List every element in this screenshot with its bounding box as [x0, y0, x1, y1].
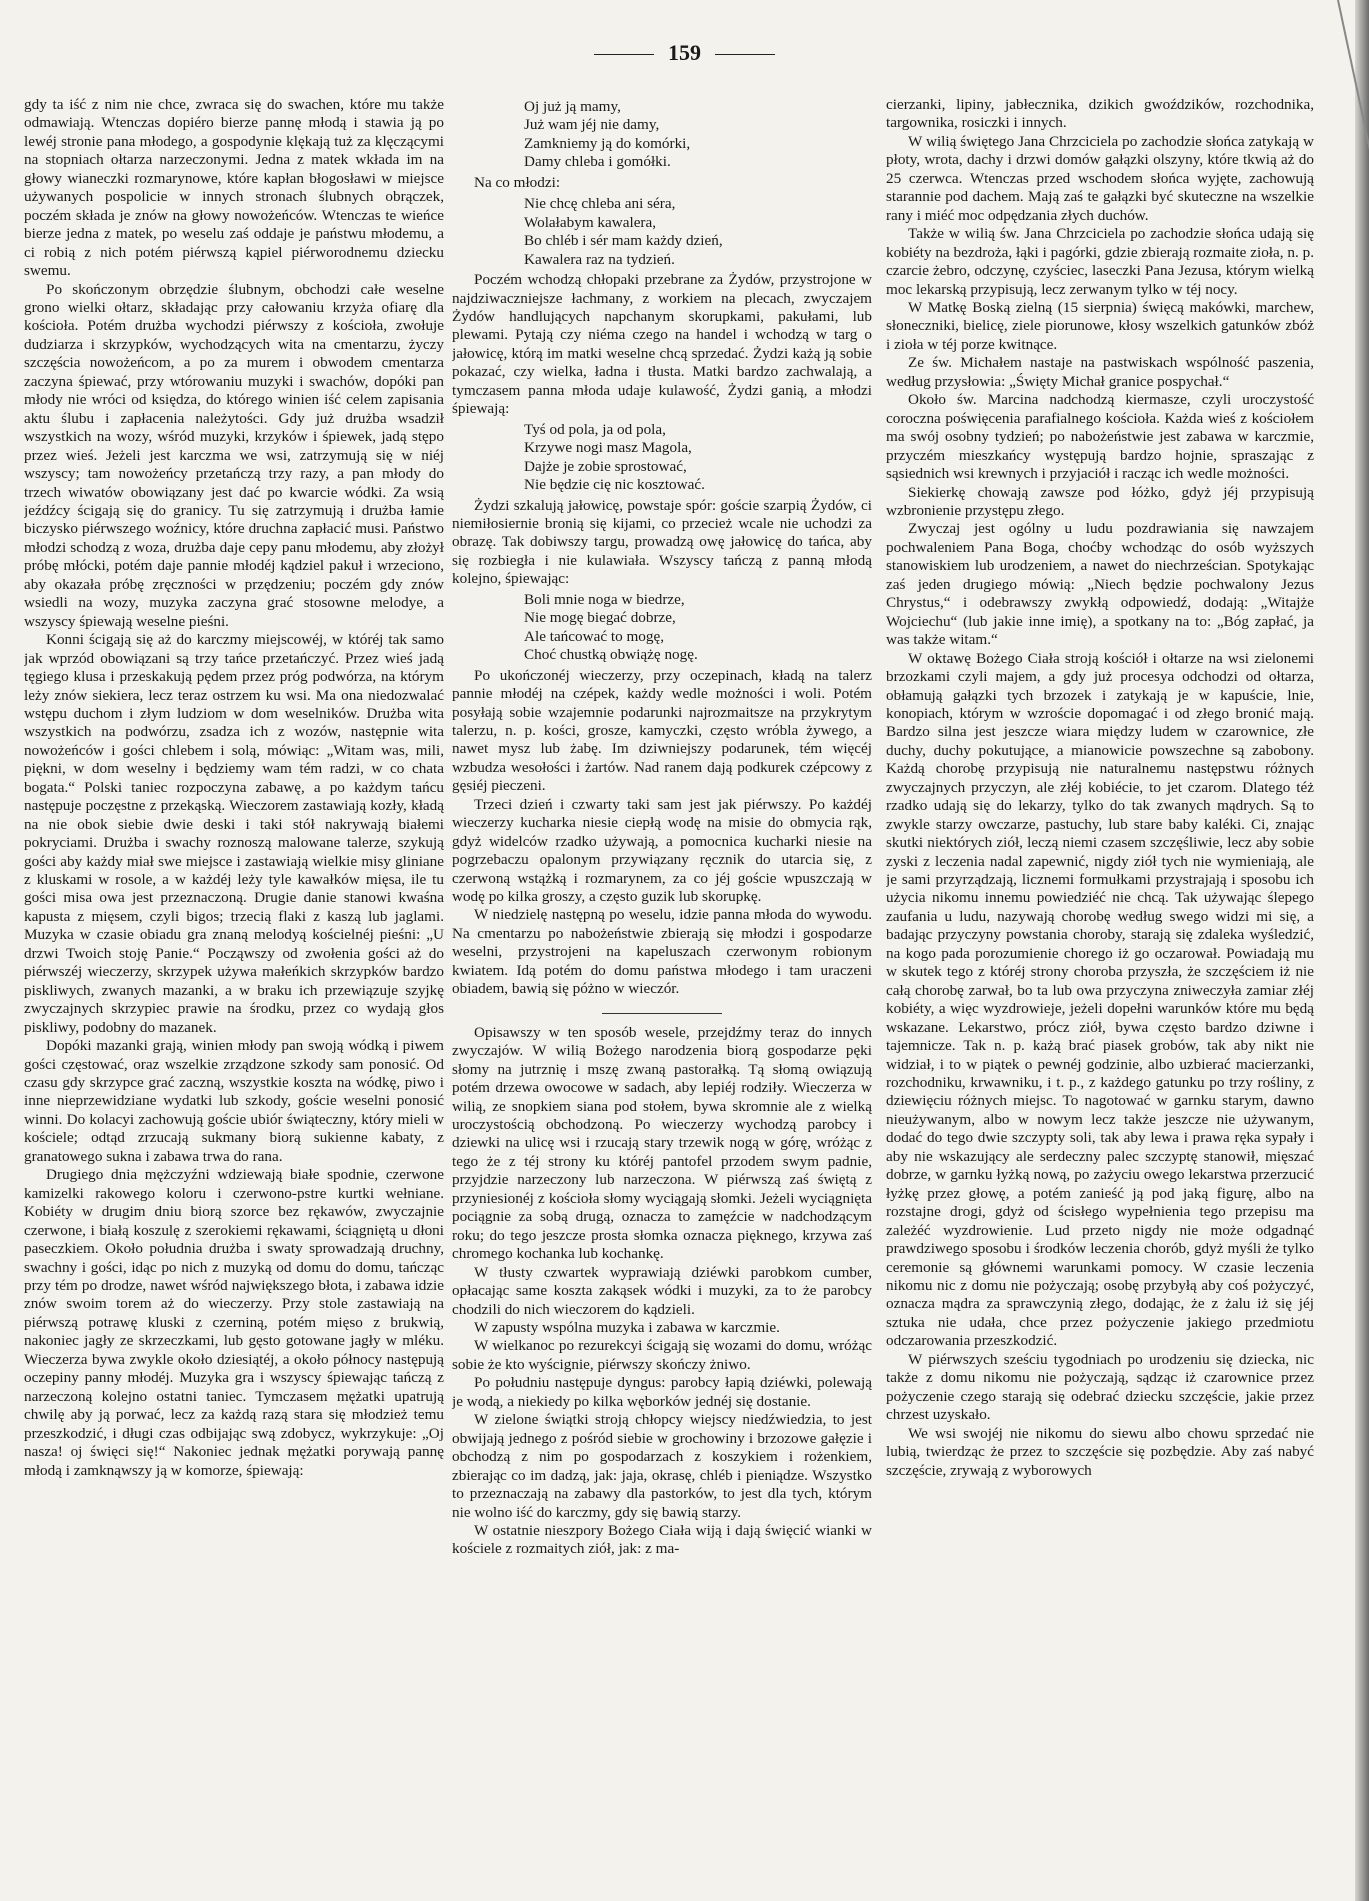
verse-line: Tyś od pola, ja od pola, [524, 420, 666, 438]
poem-verse [524, 591, 872, 665]
verse-line: Choć chustką obwiążę nogę. [524, 646, 698, 664]
paragraph: W piérwszych sześciu tygodniach po urodzeniu się dziecka, nic także z domu nikomu nie pożyczają, sądząc iż czarownice przez pożyczenie czego starają się odebrać dziecku szczęście, jakie przez chrzest uzyskało. [886, 1350, 1314, 1424]
page-header [0, 40, 1369, 66]
paragraph: Siekierkę chowają zawsze pod łóżko, gdyż jéj przypisują wzbronienie przystępu złego. [886, 483, 1314, 519]
verse-line: Wolałabym kawalera, [524, 213, 657, 231]
text-column-2 [452, 96, 872, 1886]
paragraph: Dopóki mazanki grają, winien młody pan swoją wódką i piwem gości częstować, oraz wszelkie zrządzone szkody sam ponosić. Od czasu gdy skrzypce grać zaczną, wszystkie koszta na wódkę, piwo i inne nieprzewidziane wydatki lub szkody, goście weselni ponosić winni. Do kolacyi zachowują goście ubiór świąteczny, który mieli w kościele; odtąd zrzucają sukmany biorą sukienne kabaty, z granatowego sukna i zabawa trwa do rana. [24, 1037, 444, 1165]
verse-line: Oj już ją mamy, [524, 98, 621, 115]
paragraph: W zielone świątki stroją chłopcy wiejscy niedźwiedzia, to jest obwijają jednego z pośród siebie w grochowiny i brzozowe gałęzie i obchodzą z nim po gospodarzach z koszykiem i rożenkiem, zbierając co im dadzą, jak: jaja, okrasę, chléb i pieniądze. Wszystko to przeznaczają na zabawy dla pastorków, to jest dla tych, którym nie wolno iść do karczmy, gdy się bawią starzy. [452, 1411, 872, 1521]
verse-line: Dajże je zobie sprostować, [524, 457, 687, 475]
paragraph: We wsi swojéj nie nikomu do siewu albo chowu sprzedać nie lubią, twierdząc że przez to szczęście się pozbędzie. Aby zaś nabyć szczęście, zrywają z wyborowych [886, 1424, 1314, 1479]
paragraph: W tłusty czwartek wyprawiają dziéwki parobkom cumber, opłacając same koszta zakąsek wódki i muzyki, za to że parobcy chodzili do nich wieczorem do kądzieli. [452, 1263, 872, 1318]
section-divider [602, 1013, 722, 1014]
verse-intro: Na co młodzi: [474, 173, 561, 191]
verse-line: Nie będzie cię nic kosztować. [524, 476, 705, 494]
poem-verse [524, 421, 872, 495]
poem-verse [524, 98, 872, 172]
verse-line: Boli mnie noga w biedrze, [524, 590, 685, 608]
verse-line: Damy chleba i gomółki. [524, 153, 671, 171]
paragraph: W wilią świętego Jana Chrzciciela po zachodzie słońca zatykają w płoty, wrota, dachy i drzwi domów gałązki olszyny, które tkwią aż do 25 czerwca. Wtenczas przed wschodem słońca wyjęte, zachowują starannie pod dachem. Mają zaś te gałązki być skuteczne na wszelkie rany i miéć moc odpędzania złych duchów. [886, 132, 1314, 224]
verse-line: Nie chcę chleba ani séra, [524, 195, 676, 213]
paragraph: Żydzi szkalują jałowicę, powstaje spór: goście szarpią Żydów, ci niemiłosiernie bronią się kijami, co przecież wcale nie uchodzi za obrazę. Tak dobiwszy targu, prowadzą owę jałowicę do tańca, aby się rozbiegła i nie kulawiała. Wszyscy tańczą z panną młodą kolejno, śpiewając: [452, 496, 872, 588]
text-column-3 [886, 96, 1314, 1886]
paragraph: W zapusty wspólna muzyka i zabawa w karczmie. [474, 1319, 780, 1336]
verse-line: Ale tańcować to mogę, [524, 627, 665, 645]
verse-line: Już wam jéj nie damy, [524, 116, 660, 134]
paragraph: W oktawę Bożego Ciała stroją kościół i ołtarze na wsi zielonemi brzozkami czyli majem, a gdy już procesya odchodzi od ołtarza, obłamują gałązki tych brzozek i zatykają je w kapuście, lnie, konopiach, którym w wzroście dopomagać i od złego bronić mają. Bardzo silna jest jeszcze wiara między ludem w czarownice, złe duchy, duchy pokutujące, a mianowicie powszechne są zabobony. Każdą chorobę przypisują nie naturalnemu następstwu różnych zwyczajnych przyczyn, ale złéj kobiécie, to jet czarom. Dlatego téż rzadko udają się do lekarzy, tylko do tak zwanych mądrych. Są to zwykle starzy owczarze, pastuchy, lub stare baby kaléki. Ci, znając skutki niektórych ziół, leczą niemi czasem szczęśliwie, lecz aby sobie zyski z leczenia nadal zapewnić, nigdy ziół tych nie wymieniają, ale je sami przyrządzają, licznemi formułkami przystrajają i sposobu ich użycia nikomu innemu powiedziéć nie chcą. Tak używając ślepego zaufania u ludu, nazywają chorobę według swego widzi mi się, a badając przyczyny powstania choroby, starają się zdaleka wyśledzić, na kogo pada porozumienie chorego iż go oczarował. Powiadają mu w skutek tego z któréj strony choroba przyszła, że szczęściem iż nie całą chorobę zarwał, bo ta lub owa przyczyna zniweczyła zamiar złéj kobiéty, a więc wyzdrowieje, jeżeli dopełni warunków które mu będą wskazane. Lekarstwo, prócz ziół, bywa często bardzo dziwne i tajemnicze. Tak n. p. każą brać piasek grobów, tak aby nikt nie widział, i to w piątek o pewnéj godzinie, albo uzbierać macierzanki, rozchodniku, krwawniku, i t. p., z każdego gatunku po trzy rośliny, z dziewięciu różnych miejsc. To nagotować w garnku starym, dawno nieużywanym, albo w nowym lecz także jeszcze nie używanym, dodać do tego dwie szczypty soli, tak aby lewa i prawa ręka sypały i aby nie wskazujący ale serdeczny palec szczyptę stanowił, mięszać dobrze, w garnku łyżką nową, po zażyciu owego lekarstwa przerzucić łyżkę przez głowę, a potém zanieść ją pod jaką figurę, albo na rozstajne drogi, gdyż od ścisłego wypełnienia tego przepisu ma zależéć wyzdrowienie. Lud przeto nigdy nie może odgadnąć prawdziwego sposobu i środków leczenia chorób, gdyż myśli że tylko ceremonie są głównemi warunkami pomocy. W czasie leczenia nikomu nic z domu nie pożyczają; osobę przybyłą aby coś pożyczyć, oznacza mądra za sprawczynią złego, dodając, że z żalu iż się jéj sztuka nie udała, chce przez pożyczenie jakiego przedmiotu odczarowania przeszkodzić. [886, 649, 1314, 1350]
paragraph: Konni ścigają się aż do karczmy miejscowéj, w któréj tak samo jak wprzód obowiązani są trzy tańce przetańczyć. Przez wieś jadą tęgiego klusa i przeskakują pędem przez próg podwórza, na którym leży znów siekiera, lecz teraz ostrzem ku wsi. Ma ona niedozwalać wstępu duchom i złym ludziom w dom weselników. Drużba wita wszystkich na podwórzu, zsadza ich z wozów, następnie wita nowożeńców i gości chlebem i solą, mówiąc: „Witam was, mili, piękni, w dom weselny i będziemy wam tém radzi, w co chata bogata.“ Polski taniec rozpoczyna zabawę, a po każdym tańcu następuje poczęstne z przekąską. Wieczorem zastawiają kozły, kładą na nie obok siebie dwie deski i taki stół nakrywają białemi pokryciami. Drużba i swachy roznoszą malowane talerze, szykują gości aby każdy miał swe miejsce i zastawiają wielkie misy gliniane z kluskami w rosole, a w każdéj leży tyle kawałków mięsa, ile tu gości misa owa jest przeznaczoną. Drugie danie stanowi kwaśna kapusta z mięsem, czyli bigos; trzecią flaki z kaszą lub jaglami. Muzyka w czasie obiadu gra znaną melodyą kościelnéj pieśni: „U drzwi Twoich stoję Panie.“ Począwszy od zwołenia gości aż do piérwszéj wieczerzy, skrzypek używa małeńkich skrzypków bardzo piskliwych, zwanych mazanki, a w braku ich przewiązuje szyjkę zwyczajnych skrzypiec prawie na środku, przez co wydają głos piskliwy, podobny do mazanek. [24, 631, 444, 1036]
paragraph: W Matkę Boską zielną (15 sierpnia) święcą makówki, marchew, słoneczniki, bielicę, ziele piorunowe, kłosy wszelkich gatunków zbóż i zioła w téj porze kwitnące. [886, 298, 1314, 353]
text-column-1 [24, 96, 444, 1886]
paragraph: gdy ta iść z nim nie chce, zwraca się do swachen, które mu także odmawiają. Wtenczas dopiéro bierze pannę młodą i stawia ją po lewéj stronie pana młodego, a gospodynie klękają tuż za klęczącymi na stopniach ołtarza narzeczonymi. Jedna z matek wkłada im na głowy wianeczki rozmarynowe, które kapłan błogosławi w miejsce używanych pospolicie w innych stronach ślubnych obrączek, poczém składa je znów na głowy nowożeńców. Wtenczas te wieńce bierze jedna z matek, po weselu zaś oddaje je państwu młodemu, a ci robią z nich potém piérwszą kąpiel piérworodnemu dziecku swemu. [24, 96, 444, 280]
verse-line: Krzywe nogi masz Magola, [524, 439, 692, 457]
verse-line: Zamkniemy ją do komórki, [524, 134, 691, 152]
paragraph: Około św. Marcina nadchodzą kiermasze, czyli uroczystość coroczna poświęcenia parafialnego kościoła. Każda wieś z kościołem ma swój osobny tydzień; po nabożeństwie jest zabawa w karczmie, przyczém mieszkańcy występują bardzo hojnie, spraszając z sąsiednich wsi krewnych i przyjaciół i racząc ich wedle możności. [886, 391, 1314, 483]
paragraph: Po skończonym obrzędzie ślubnym, obchodzi całe weselne grono wielki ołtarz, składając przy całowaniu krzyża ofiarę dla kościoła. Potém drużba wychodzi piérwszy z kościoła, zwołuje dudziarza i skrzypków, wychodzących wita na cmentarzu, życzy szczęścia nowożeńcom, a po za murem i obwodem cmentarza zaczyna śpiewać, przy wtórowaniu muzyki i swachów, dopóki pan młody nie wróci od księdza, do którego winien iść celem zapisania aktu ślubu i zapłacenia należytości. Gdy już drużba wsadził wszystkich na wozy, wśród muzyki, krzyków i śpiewek, jadą stępo przez wieś. Jeżeli jest karczma we wsi, zatrzymują się w niéj wszyscy; tam nowożeńcy przetańczą trzy razy, a pan młody do trzech wiwatów obowiązany jest dać po kwarcie wódki. Za wsią jeźdźcy ścigają się do granicy. Tu się zatrzymują i drużba łamie biczysko piérwszego woźnicy, które druchna zapłacić musi. Państwo młodzi schodzą z woza, drużba daje cepy panu młodemu, aby złożył próbę młócki, potém daje pannie młodéj kądziel pakuł i wrzeciono, aby okazała próbę zręczności w przędzeniu; poczém gdy znów wsiedli na wozy, muzyka zaczyna grać stosowne melodye, a wszyscy śpiewają weselne pieśni. [24, 280, 444, 630]
paragraph: Trzeci dzień i czwarty taki sam jest jak piérwszy. Po każdéj wieczerzy kucharka niesie ciepłą wodę na misie do obmycia rąk, gdyż widelców rzadko używają, a pomocnica kucharki niesie na pogrzebaczu opalonym przywiązany ręcznik do utarcia się, z czerwoną wstążką i rozmarynem, za co jéj goście wpuszczają w wodę po kilka groszy, a często guzik lub skorupkę. [452, 795, 872, 906]
paragraph: Także w wilią św. Jana Chrzciciela po zachodzie słońca udają się kobiéty na bezdroża, łąki i pagórki, gdzie zbierają rozmaite zioła, n. p. czarcie żebro, odczynę, czyściec, laseczki Pana Jezusa, którym wielką moc lekarską przypisują, lecz zerwanym tylko w téj nocy. [886, 225, 1314, 298]
paragraph: Drugiego dnia mężczyźni wdziewają białe spodnie, czerwone kamizelki rakowego koloru i czerwono-pstre kurtki wełniane. Kobiéty w drugim dniu biorą szorce bez rękawów, zwyczajnie czerwone, i białą koszulę z szerokiemi rękawami, ściągniętą u dłoni paseczkiem. Około południa drużba i swaty sprowadzają druchny, swachny i gości, idąc po nich z muzyką od domu do domu, tańcząc przy tém po drodze, nawet wśród największego błota, i zabawa idzie znów swoim torem aż do wieczerzy. Przy stole zastawiają na piérwszą potrawę kluski z czerniną, potém mięso z brukwią, nakoniec jagły ze skrzeczkami, lub gęsto gotowane jagły w mléku. Wieczerza bywa zwykle około dziesiątéj, a około północy następują oczepiny panny młodéj. Muzyka gra i wszyscy śpiewając tańczą z narzeczoną kolejno ostatni taniec. Tymczasem mężatki upatrują chwilę aby ją porwać, lecz za każdą razą stara się młodzież temu przeszkodzić, i długi czas odbijając swą zdobycz, wykrzykuje: „Oj nasza! oj święci się!“ Nakoniec jednak mężatki porywają pannę młodą i zamknąwszy ją w komorze, śpiewają: [24, 1166, 444, 1479]
verse-line: Kawalera raz na tydzień. [524, 250, 675, 268]
header-rule-left [594, 54, 654, 55]
verse-line: Bo chléb i sér mam każdy dzień, [524, 232, 723, 250]
scan-edge [1355, 0, 1369, 1901]
paragraph: cierzanki, lipiny, jabłecznika, dzikich gwoździków, rozchodnika, targownika, rosiczki i innych. [886, 96, 1314, 132]
paragraph: W wielkanoc po rezurekcyi ścigają się wozami do domu, wróżąc sobie że kto wyścignie, piérwszy skończy żniwo. [452, 1337, 872, 1373]
paragraph: W niedzielę następną po weselu, idzie panna młoda do wywodu. Na cmentarzu po nabożeństwie zbierają się młodzi i gospodarze weselni, przystrojeni na kapeluszach czerwonym robionym kwiatem. Idą potém do domu państwa młodego i tam uraczeni obiadem, bawią się póżno w wieczór. [452, 906, 872, 998]
paragraph: Po południu następuje dyngus: parobcy łapią dziéwki, polewają je wodą, a niekiedy po kilka węborków jednéj się dostanie. [452, 1374, 872, 1410]
paragraph: Zwyczaj jest ogólny u ludu pozdrawiania się nawzajem pochwaleniem Pana Boga, choćby wchodząc do osób wyższych stanowiskiem lub urodzeniem, a nawet do niechrześcian. Spotykając zaś jeden drugiego mówią: „Niech będzie pochwalony Jezus Chrystus,“ i odebrawszy zwykłą odpowiedź, dodają: „Witajże Wojciechu“ (lub jakie inne imię), a spotkany na to: „Bóg zapłać, ja was także witam.“ [886, 520, 1314, 649]
paragraph: W ostatnie nieszpory Bożego Ciała wiją i dają święcić wianki w kościele z rozmaitych ziół, jak: z ma- [452, 1521, 872, 1558]
paragraph: Poczém wchodzą chłopaki przebrane za Żydów, przystrojone w najdziwaczniejsze łachmany, z workiem na plecach, zwyczajem Żydów handlujących napchanym skorupkami, pakułami, lub plewami. Pytają czy niéma czego na handel i wchodzą w targ o jałowicę, którą im matki weselne chcą sprzedać. Żydzi każą ją sobie pokazać, czy wielka, ładna i tłusta. Matki bardzo zachwalają, a tymczasem panna młoda udaje kulawość, Żydzi ganią, a młodzi śpiewają: [452, 271, 872, 418]
poem-verse [524, 195, 872, 269]
paragraph: Po ukończonéj wieczerzy, przy oczepinach, kładą na talerz pannie młodéj na czépek, każdy wedle możności i woli. Potém posyłają sobie wzajemnie podarunki najrozmaitsze na przykrytym talerzu, n. p. kości, grosze, kamyczki, często wróbla żywego, a nawet mysz lub żabę. Im dziwniejszy podarunek, tém więcéj wzbudza wesołości i żartów. Nad ranem dają podkurek czépcowy z gęsiéj pieczeni. [452, 666, 872, 795]
verse-line: Nie mogę biegać dobrze, [524, 609, 676, 627]
page-number: 159 [668, 40, 701, 65]
header-rule-right [715, 54, 775, 55]
paragraph: Opisawszy w ten sposób wesele, przejdźmy teraz do innych zwyczajów. W wilią Bożego narodzenia biorą gospodarze pęki słomy na jutrznię i mszę zwaną pastorałką. Tą słomą owiązują potém drzewa owocowe w sadach, aby lepiéj rodziły. Wieczerza w wilią, ze snopkiem siana pod stołem, bywa skromnie ale z wielką uroczystością obchodzoną. Po wieczerzy wychodzą parobcy i dziewki na ulicę wsi i rzucają stary trzewik nogą w górę, wróżąc z tego że z téj strony ku któréj pantofel przodem swym padnie, przyjdzie narzeczony lub narzeczona. W piérwszą zaś świętą z przyniesionéj z kościoła słomy wyciągają słomki. Jeżeli wyciągnięta pociągnie za sobą drugą, oznacza to zamęźcie w nadchodzącym roku; do tego jeszcze prosta słomka oznacza pięknego, krzywa zaś chromego kochanka lub kochankę. [452, 1023, 872, 1263]
paragraph: Ze św. Michałem nastaje na pastwiskach wspólność paszenia, według przysłowia: „Święty Michał granice pospychał.“ [886, 354, 1314, 390]
